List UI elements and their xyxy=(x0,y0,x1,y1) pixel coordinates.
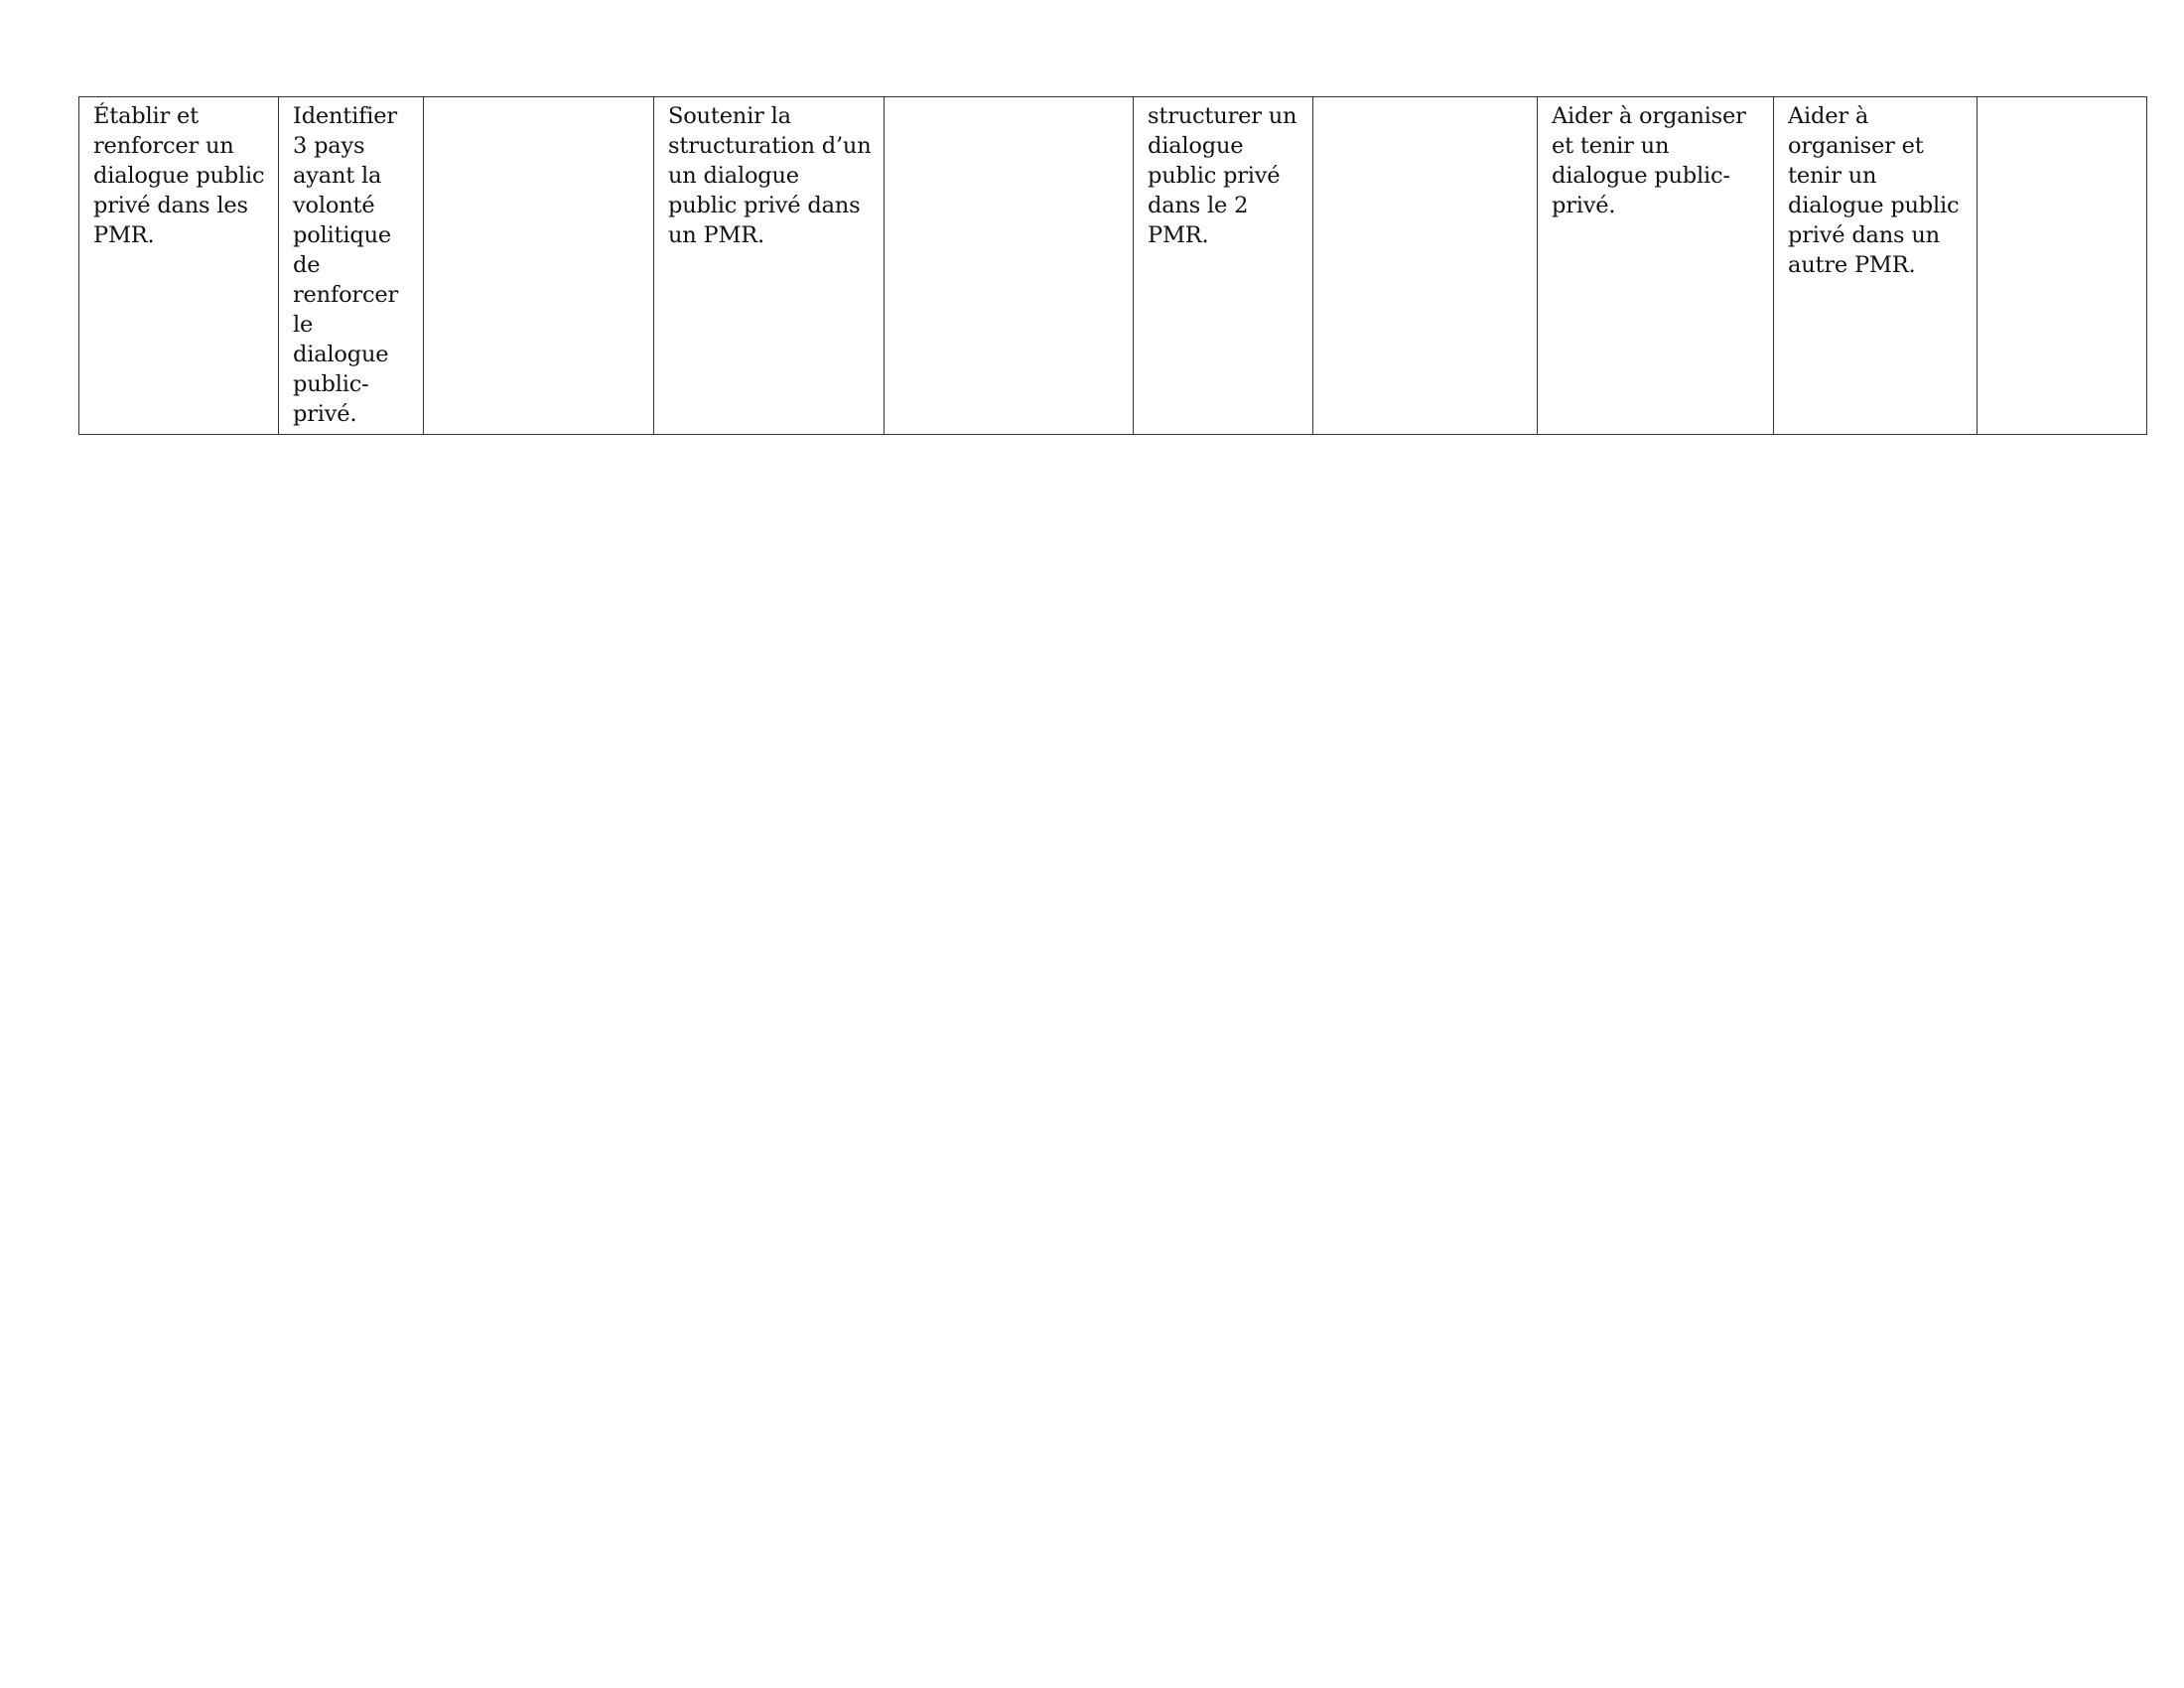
cell-text: Établir et renforcer un dialogue public privé dans les PMR. xyxy=(93,103,265,248)
cell-text: Soutenir la structuration d’un un dialogue public privé dans un PMR. xyxy=(668,103,872,248)
table-cell-empty xyxy=(1978,97,2147,435)
cell-text: structurer un dialogue public privé dans le 2 PMR. xyxy=(1148,103,1297,248)
cell-text: Aider à organiser et tenir un dialogue public-privé. xyxy=(1552,103,1746,218)
table-cell-empty xyxy=(885,97,1134,435)
table-cell-activity xyxy=(279,97,424,435)
table-row xyxy=(79,97,2147,435)
table-cell-organise-other xyxy=(1774,97,1978,435)
table-cell-objective xyxy=(79,97,279,435)
cell-text: Aider à organiser et tenir un dialogue public privé dans un autre PMR. xyxy=(1788,103,1960,278)
table-cell-organise xyxy=(1538,97,1774,435)
table-cell-support xyxy=(654,97,885,435)
table-cell-empty xyxy=(424,97,654,435)
table-cell-empty xyxy=(1313,97,1538,435)
cell-text: Identifier 3 pays ayant la volonté politique de renforcer le dialogue public-privé. xyxy=(293,103,399,427)
action-plan-table xyxy=(78,96,2147,435)
table-cell-structure xyxy=(1134,97,1313,435)
